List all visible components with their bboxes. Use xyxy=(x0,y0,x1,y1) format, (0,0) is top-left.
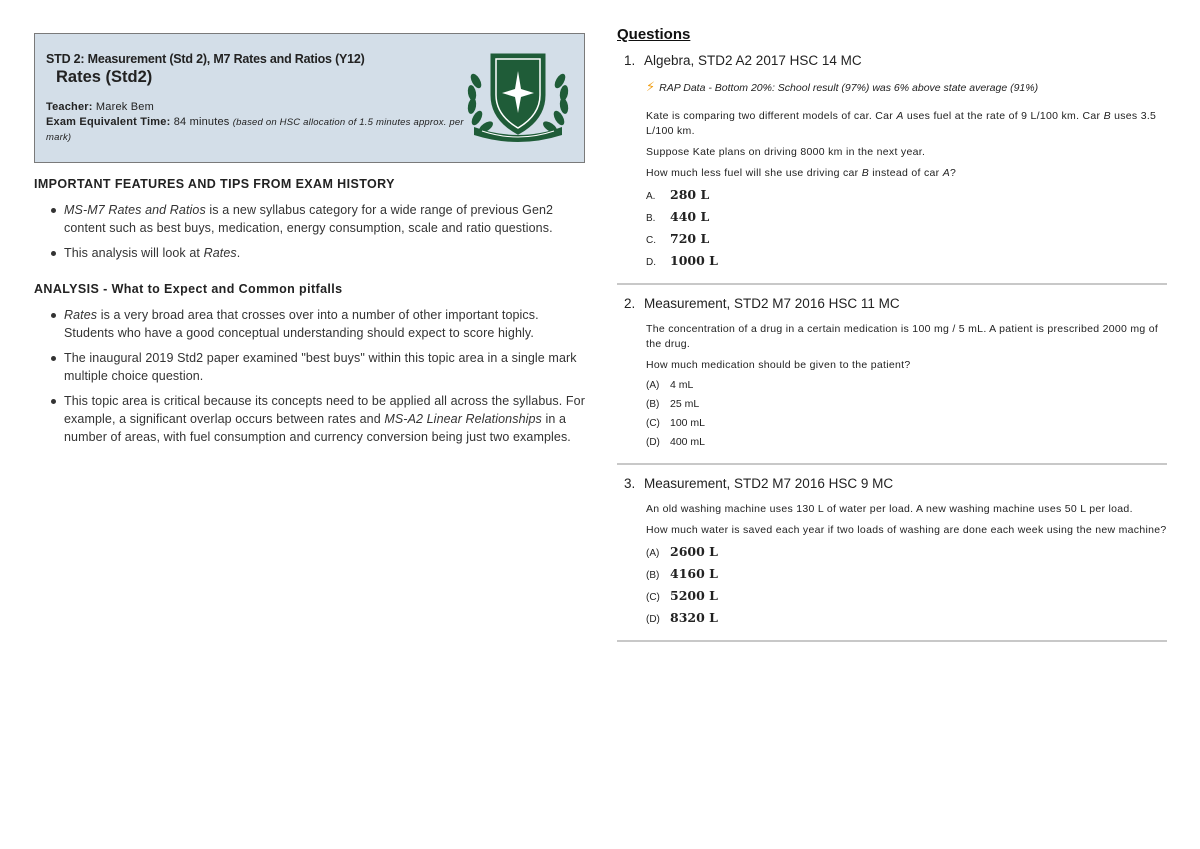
option-d: D. 1000 L xyxy=(646,253,718,268)
left-column xyxy=(34,33,585,453)
list-item: This analysis will look at Rates. xyxy=(64,244,585,262)
features-title: IMPORTANT FEATURES AND TIPS FROM EXAM HISTORY xyxy=(34,177,395,191)
question-1 xyxy=(617,53,1167,285)
question-text: Kate is comparing two different models of car. Car A uses fuel at the rate of 9 L/100 km. Car B uses 3.5 L/100 km. xyxy=(646,110,1157,137)
topic-title: Rates (Std2) xyxy=(56,68,153,86)
list-item: The inaugural 2019 Std2 paper examined "best buys" within this topic area in a single mark multiple choice question. xyxy=(64,349,585,385)
right-column xyxy=(617,26,1167,642)
school-crest-icon xyxy=(462,47,574,147)
option-c: (C) 100 mL xyxy=(646,417,706,429)
exam-time-label: Exam Equivalent Time: xyxy=(46,116,171,128)
question-title: 3. Measurement, STD2 M7 2016 HSC 9 MC xyxy=(624,476,894,491)
option-a: A. 280 L xyxy=(646,187,710,202)
features-list xyxy=(34,201,585,262)
question-3 xyxy=(617,476,1167,642)
exam-time-value: 84 minutes xyxy=(173,116,230,128)
question-text: How much medication should be given to the patient? xyxy=(646,359,911,371)
question-text: How much less fuel will she use driving car B instead of car A? xyxy=(646,167,957,179)
option-b: B. 440 L xyxy=(646,209,710,224)
question-title: 1. Algebra, STD2 A2 2017 HSC 14 MC xyxy=(624,53,862,68)
option-a: (A) 2600 L xyxy=(646,544,718,559)
analysis-list xyxy=(34,306,585,446)
exam-time-note: (based on HSC allocation of 1.5 minutes approx. per mark) xyxy=(46,117,464,143)
list-item: MS-M7 Rates and Ratios is a new syllabus category for a wide range of previous Gen2 content such as best buys, medication, energy consumption, scale and ratio questions. xyxy=(64,201,585,237)
list-item: This topic area is critical because its concepts need to be applied all across the syllabus. For example, a significant overlap occurs between rates and MS-A2 Linear Relationships in a number of areas, with fuel consumption and currency conversion being just two examples. xyxy=(64,394,585,444)
questions-heading: Questions xyxy=(617,26,691,43)
question-text: The concentration of a drug in a certain medication is 100 mg / 5 mL. A patient is prescribed 2000 mg of the drug. xyxy=(646,323,1159,350)
course-title: STD 2: Measurement (Std 2), M7 Rates and Ratios (Y12) xyxy=(46,52,365,66)
rap-data: ⚡ RAP Data - Bottom 20%: School result (97%) was 6% above state average (91%) xyxy=(646,79,1039,94)
option-c: C. 720 L xyxy=(646,231,710,246)
option-d: (D) 8320 L xyxy=(646,610,718,625)
option-b: (B) 25 mL xyxy=(646,398,700,410)
teacher-name: Marek Bem xyxy=(95,101,154,113)
question-text: Suppose Kate plans on driving 8000 km in the next year. xyxy=(646,146,926,158)
question-title: 2. Measurement, STD2 M7 2016 HSC 11 MC xyxy=(624,296,900,311)
option-a: (A) 4 mL xyxy=(646,379,694,391)
option-b: (B) 4160 L xyxy=(646,566,718,581)
option-c: (C) 5200 L xyxy=(646,588,718,603)
option-d: (D) 400 mL xyxy=(646,436,706,448)
list-item: Rates is a very broad area that crosses over into a number of other important topics. Students who have a good conceptual understanding should expect to score highly. xyxy=(64,306,585,342)
exam-time-line xyxy=(46,115,466,145)
question-text: An old washing machine uses 130 L of water per load. A new washing machine uses 50 L per load. xyxy=(646,503,1133,515)
question-2 xyxy=(617,296,1167,465)
teacher-label: Teacher: xyxy=(46,101,93,113)
question-text: How much water is saved each year if two loads of washing are done each week using the new machine? xyxy=(646,524,1167,536)
course-header-box xyxy=(34,33,585,163)
lightning-icon: ⚡ xyxy=(646,79,656,94)
analysis-title: ANALYSIS - What to Expect and Common pitfalls xyxy=(34,282,343,296)
